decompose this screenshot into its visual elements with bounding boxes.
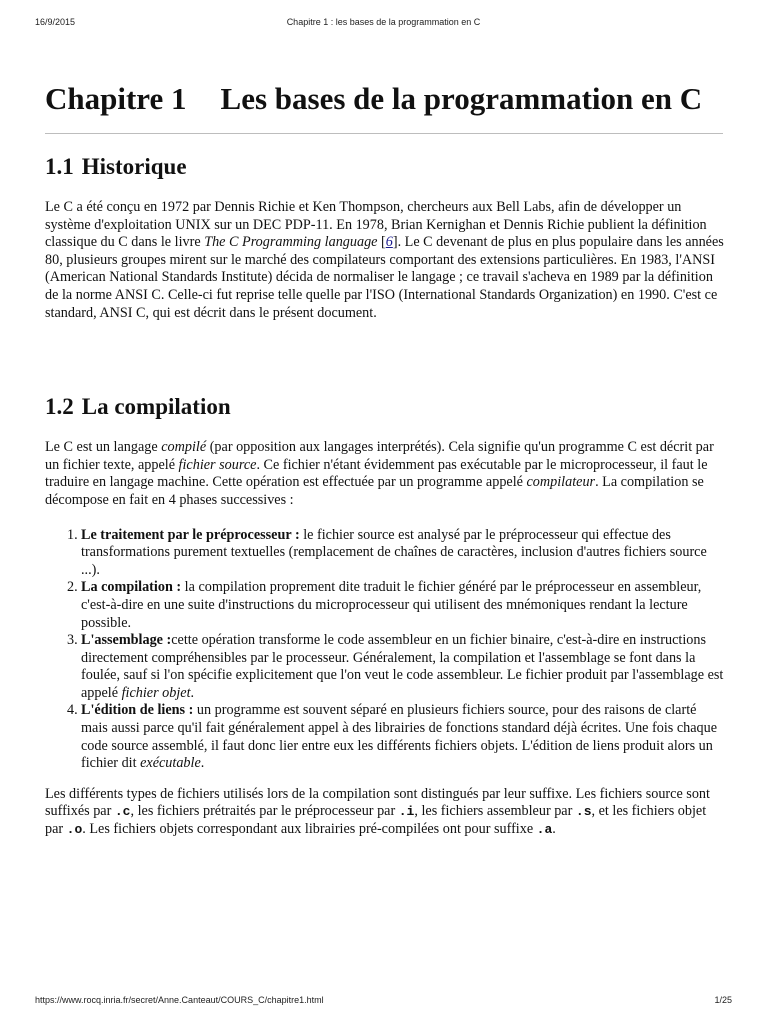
text-run: (par opposition aux langages interprétés). Cela signifie qu'un programme C est décrit par un fichier texte, appelé — [45, 439, 714, 473]
text-run: . — [552, 821, 556, 838]
code-suffix: .i — [398, 804, 415, 820]
text-run: Les différents types de fichiers utilisés lors de la compilation sont distingués par leur suffixe. Les fichiers source sont suffixés par — [45, 785, 710, 820]
list-item — [45, 527, 725, 580]
section-heading-compilation — [45, 393, 725, 421]
emphasis: compilateur — [526, 474, 596, 491]
list-number: 2. — [67, 579, 78, 596]
page-counter: 1/25 — [714, 995, 732, 1005]
emphasis: compilé — [161, 439, 207, 456]
emphasis: exécutable — [140, 755, 201, 772]
title-divider — [45, 133, 723, 134]
code-suffix: .a — [536, 822, 553, 838]
book-title: The C Programming language — [204, 234, 378, 251]
text-run: , les fichiers prétraités par le préprocesseur par — [130, 803, 399, 820]
list-item — [45, 702, 725, 772]
list-number: 3. — [67, 632, 78, 649]
code-suffix: .o — [66, 822, 83, 838]
list-item — [45, 632, 725, 702]
phase-text: le fichier source est analysé par le préprocesseur qui effectue des transformations purement textuelles (remplacement de chaînes de caractères, inclusion d'autres fichiers source ...). — [81, 526, 707, 578]
text-run: . — [200, 755, 205, 772]
text-run: Le C a été conçu en 1972 par Dennis Richie et Ken Thompson, chercheurs aux Bell Labs, afin de développer un système d'exploitation UNIX sur un DEC PDP-11. En 1978, Brian Kernighan et Dennis Richie publient la définition classique du C dans le livre — [45, 199, 707, 251]
document-content — [45, 80, 725, 839]
print-date: 16/9/2015 — [35, 17, 76, 27]
emphasis: fichier objet — [121, 684, 191, 701]
section-heading-historique — [45, 153, 725, 181]
text-run: ]. Le C devenant de plus en plus populaire dans les années 80, plusieurs groupes mirent sur le marché des compilateurs comportant des extensions particulières. En 1983, l'ANSI (American National Standards Institute) décida de normaliser le langage ; ce travail s'acheva en 1989 par la définition de la norme ANSI C. Celle-ci fut reprise telle quelle par l'ISO (International Standards Organization) en 1990. C'est ce standard, ANSI C, qui est décrit dans le présent document. — [45, 234, 724, 321]
text-run: . — [190, 684, 195, 701]
phase-label: L'assemblage : — [81, 632, 172, 649]
phase-label: La compilation : — [81, 579, 182, 596]
compilation-phases-list — [45, 527, 725, 773]
text-run: . Les fichiers objets correspondant aux librairies pré-compilées ont pour suffixe — [82, 821, 537, 838]
list-number: 1. — [67, 526, 78, 543]
emphasis: fichier source — [178, 456, 257, 473]
phase-text: cette opération transforme le code assembleur en un fichier binaire, c'est-à-dire en instructions directement compréhensibles par le processeur. Généralement, la compilation et l'assemblage se font dans la foulée, sauf si l'on spécifie explicitement que l'on veut le code assembleur. Le fichier produit par l'assemblage est appelé — [81, 632, 724, 701]
historique-paragraph — [45, 199, 725, 322]
bibliography-ref-link[interactable]: 6 — [385, 234, 393, 251]
text-run: Le C est un langage — [45, 439, 162, 456]
file-suffix-paragraph — [45, 786, 725, 839]
section-number: 1.1 — [45, 154, 74, 179]
chapter-title — [45, 80, 725, 117]
section-title: Historique — [81, 154, 187, 179]
phase-text: la compilation proprement dite traduit le fichier généré par le préprocesseur en assembleur, c'est-à-dire en une suite d'instructions du microprocesseur qui utilisent des mnémoniques rendant la lecture possible. — [81, 579, 702, 631]
section-number: 1.2 — [45, 394, 74, 420]
text-run: . Ce fichier n'étant évidemment pas exécutable par le microprocesseur, il faut le traduire en langage machine. Cette opération est effectuée par un programme appelé — [45, 456, 708, 491]
code-suffix: .c — [114, 804, 131, 820]
list-item — [45, 579, 725, 632]
phase-text: un programme est souvent séparé en plusieurs fichiers source, pour des raisons de clarté mais aussi parce qu'il fait généralement appel à des librairies de fonctions standard déjà écrites. Une fois chaque code source assemblé, il faut donc lier entre eux les différents fichiers objets. L'édition de liens produit alors un fichier dit — [81, 702, 718, 772]
code-suffix: .s — [575, 804, 592, 820]
chapter-name: Les bases de la programmation en C — [220, 81, 703, 116]
phase-label: Le traitement par le préprocesseur : — [81, 526, 300, 543]
section-title: La compilation — [81, 394, 231, 420]
text-run: [ — [377, 234, 386, 251]
compilation-intro — [45, 439, 725, 509]
list-number: 4. — [67, 702, 78, 719]
text-run: . La compilation se décompose en fait en 4 phases successives : — [45, 474, 704, 508]
text-run: , les fichiers assembleur par — [414, 803, 576, 820]
phase-label: L'édition de liens : — [81, 702, 194, 719]
print-title: Chapitre 1 : les bases de la programmation en C — [286, 17, 481, 27]
text-run: , et les fichiers objet par — [45, 803, 707, 838]
page-url: https://www.rocq.inria.fr/secret/Anne.Canteaut/COURS_C/chapitre1.html — [35, 995, 324, 1005]
chapter-number: Chapitre 1 — [45, 81, 187, 116]
